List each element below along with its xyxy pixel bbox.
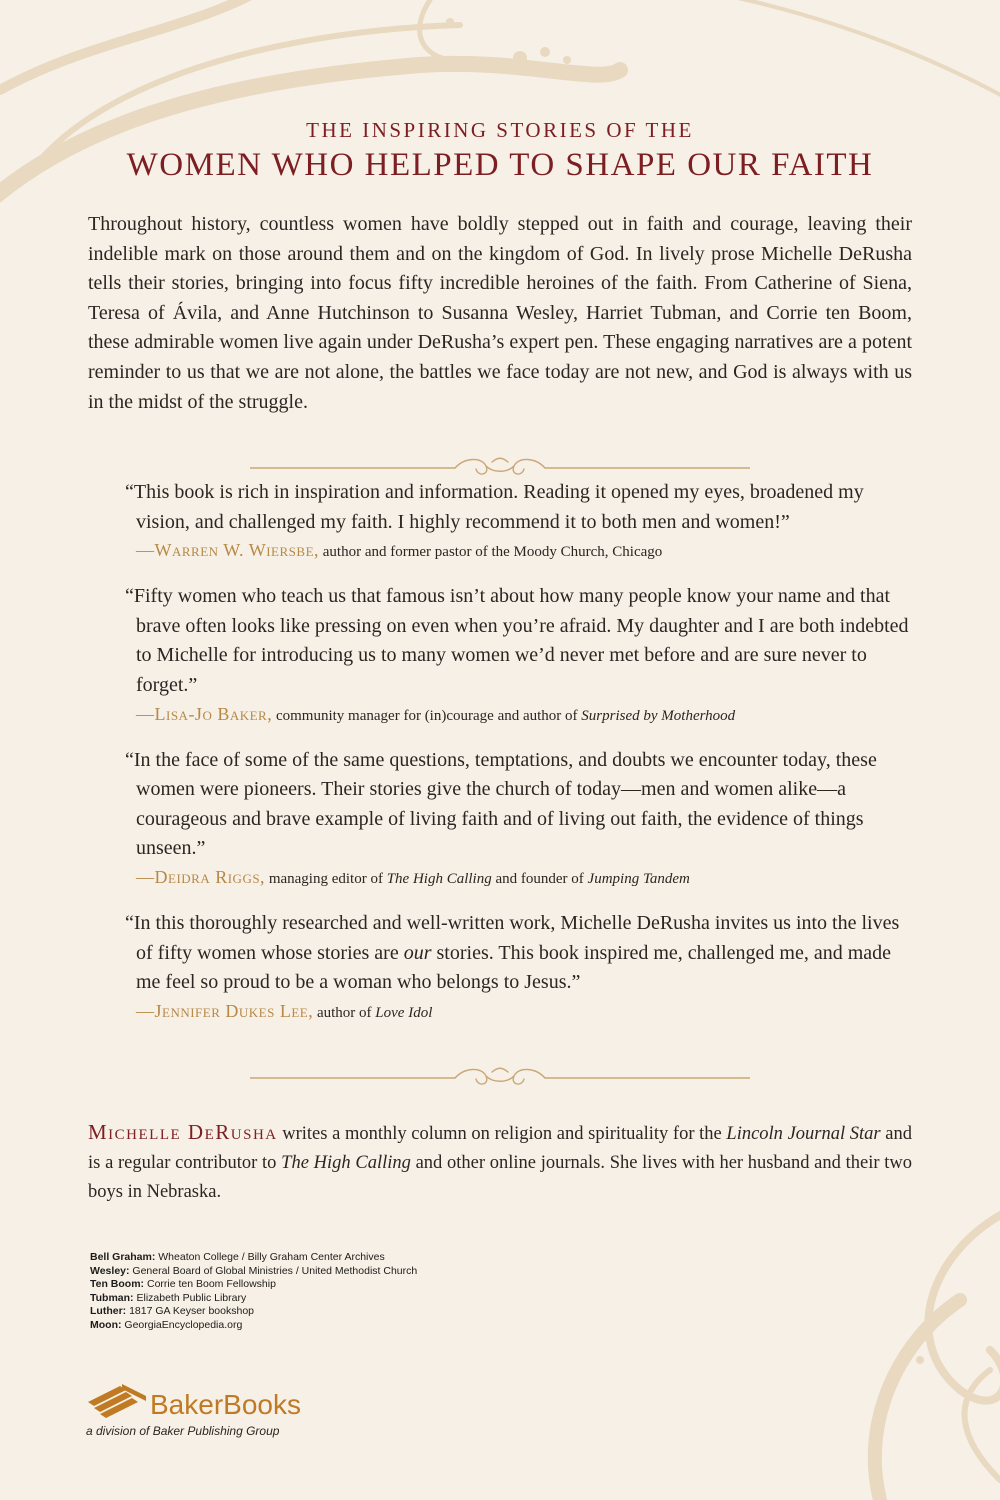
endorser-name: —Lisa-Jo Baker, bbox=[136, 703, 273, 724]
endorsement-emphasis: our bbox=[403, 941, 432, 964]
endorser-name: —Warren W. Wiersbe, bbox=[136, 540, 320, 561]
endorser-role: managing editor of bbox=[265, 870, 387, 887]
headline bbox=[0, 118, 1000, 184]
credit-line bbox=[90, 1305, 417, 1319]
endorsement-lee bbox=[120, 909, 920, 1026]
headline-kicker: THE INSPIRING STORIES OF THE bbox=[306, 118, 694, 142]
credit-label: Bell Graham: bbox=[90, 1251, 156, 1263]
publisher-name: BakerBooks bbox=[150, 1389, 301, 1420]
credit-source: General Board of Global Ministries / United Methodist Church bbox=[129, 1264, 418, 1277]
author-name: Michelle DeRusha bbox=[88, 1120, 278, 1144]
endorsement-wiersbe bbox=[120, 478, 920, 565]
endorser-role: community manager for (in)courage and author of bbox=[272, 707, 582, 724]
endorser-book: Love Idol bbox=[375, 1004, 433, 1021]
publisher-logo-row bbox=[86, 1380, 301, 1420]
endorsement-attribution bbox=[120, 701, 920, 729]
ornamental-divider-bottom bbox=[250, 1063, 750, 1093]
credit-label: Ten Boom: bbox=[90, 1278, 145, 1291]
intro-paragraph: Throughout history, countless women have boldly stepped out in faith and courage, leaving their indelible mark on those around them and on the kingdom of God. In lively prose Michelle DeRusha tells their stories, bringing into focus fifty incredible heroines of the faith. From Catherine of Siena, Teresa of Ávila, and Anne Hutchinson to Susanna Wesley, Harriet Tubman, and Corrie ten Boom, these admirable women live again under DeRusha’s expert pen. These engaging narratives are a potent reminder to us that we are not alone, the battles we face today are not new, and God is always with us in the midst of the struggle. bbox=[88, 213, 912, 413]
endorser-name: —Jennifer Dukes Lee, bbox=[136, 1000, 314, 1021]
author-bio bbox=[88, 1118, 912, 1207]
credit-source: Elizabeth Public Library bbox=[133, 1291, 247, 1304]
credit-source: Corrie ten Boom Fellowship bbox=[144, 1278, 276, 1291]
credit-label: Moon: bbox=[90, 1318, 122, 1331]
credit-line bbox=[90, 1265, 417, 1279]
endorser-publication: The High Calling bbox=[386, 870, 492, 887]
endorsement-text bbox=[120, 909, 920, 998]
bio-publication-2: The High Calling bbox=[281, 1153, 411, 1173]
endorsement-text-start: “In this thoroughly researched and well-written work, Michelle DeRusha invites us into the lives of fifty women whose stories are bbox=[125, 911, 900, 964]
endorser-organization: Jumping Tandem bbox=[587, 870, 690, 887]
endorsement-text-end: stories. This book inspired me, challenged me, and made me feel so proud to be a woman who belongs to Jesus.” bbox=[136, 941, 892, 994]
endorsements bbox=[120, 478, 920, 1043]
credit-line bbox=[90, 1319, 417, 1333]
endorsement-text: “Fifty women who teach us that famous isn’t about how many people know your name and that brave often looks like pressing on even when you’re afraid. My daughter and I are both indebted to Michelle for introducing us to many women we’d never met before and are sure never to forget.” bbox=[125, 585, 909, 696]
photo-credits bbox=[90, 1251, 417, 1333]
baker-books-stack-icon bbox=[86, 1380, 148, 1420]
endorser-name: —Deidra Riggs, bbox=[136, 866, 266, 887]
bio-publication-1: Lincoln Journal Star bbox=[726, 1124, 881, 1144]
endorsement-attribution bbox=[120, 998, 920, 1026]
publisher-logo bbox=[86, 1380, 301, 1438]
publisher-subtitle: a division of Baker Publishing Group bbox=[86, 1424, 280, 1438]
credit-line bbox=[90, 1278, 417, 1292]
bio-text-3: and other online journals. She lives with her husband and their two boys in Nebraska. bbox=[88, 1153, 912, 1202]
headline-title: WOMEN WHO HELPED TO SHAPE OUR FAITH bbox=[126, 147, 874, 183]
credit-label: Luther: bbox=[90, 1305, 127, 1318]
endorsement-riggs bbox=[120, 746, 920, 892]
credit-line bbox=[90, 1292, 417, 1306]
credit-source: 1817 GA Keyser bookshop bbox=[126, 1305, 255, 1318]
bio-text-1: writes a monthly column on religion and spirituality for the bbox=[277, 1124, 727, 1144]
endorsement-baker bbox=[120, 582, 920, 728]
endorsement-attribution bbox=[120, 537, 920, 565]
bio-text-2: and is a regular contributor to bbox=[88, 1124, 912, 1173]
endorser-role: author of bbox=[313, 1004, 376, 1021]
endorser-role: author and former pastor of the Moody Church, Chicago bbox=[319, 544, 663, 561]
endorser-role-cont: and founder of bbox=[491, 870, 588, 887]
credit-label: Wesley: bbox=[90, 1264, 130, 1277]
credit-source: Wheaton College / Billy Graham Center Archives bbox=[155, 1251, 385, 1263]
endorsement-text: “In the face of some of the same questions, temptations, and doubts we encounter today, these women were pioneers. Their stories give the church of today—men and women alike—a courageous and brave example of living faith and of living out faith, the evidence of things unseen.” bbox=[125, 748, 877, 860]
credit-line bbox=[90, 1251, 417, 1265]
endorser-book: Surprised by Motherhood bbox=[581, 707, 736, 724]
endorsement-text: “This book is rich in inspiration and information. Reading it opened my eyes, broadened my vision, and challenged my faith. I highly recommend it to both men and women!” bbox=[125, 481, 864, 533]
credit-label: Tubman: bbox=[90, 1291, 134, 1304]
endorsement-attribution bbox=[120, 864, 920, 892]
credit-source: GeorgiaEncyclopedia.org bbox=[121, 1318, 243, 1331]
